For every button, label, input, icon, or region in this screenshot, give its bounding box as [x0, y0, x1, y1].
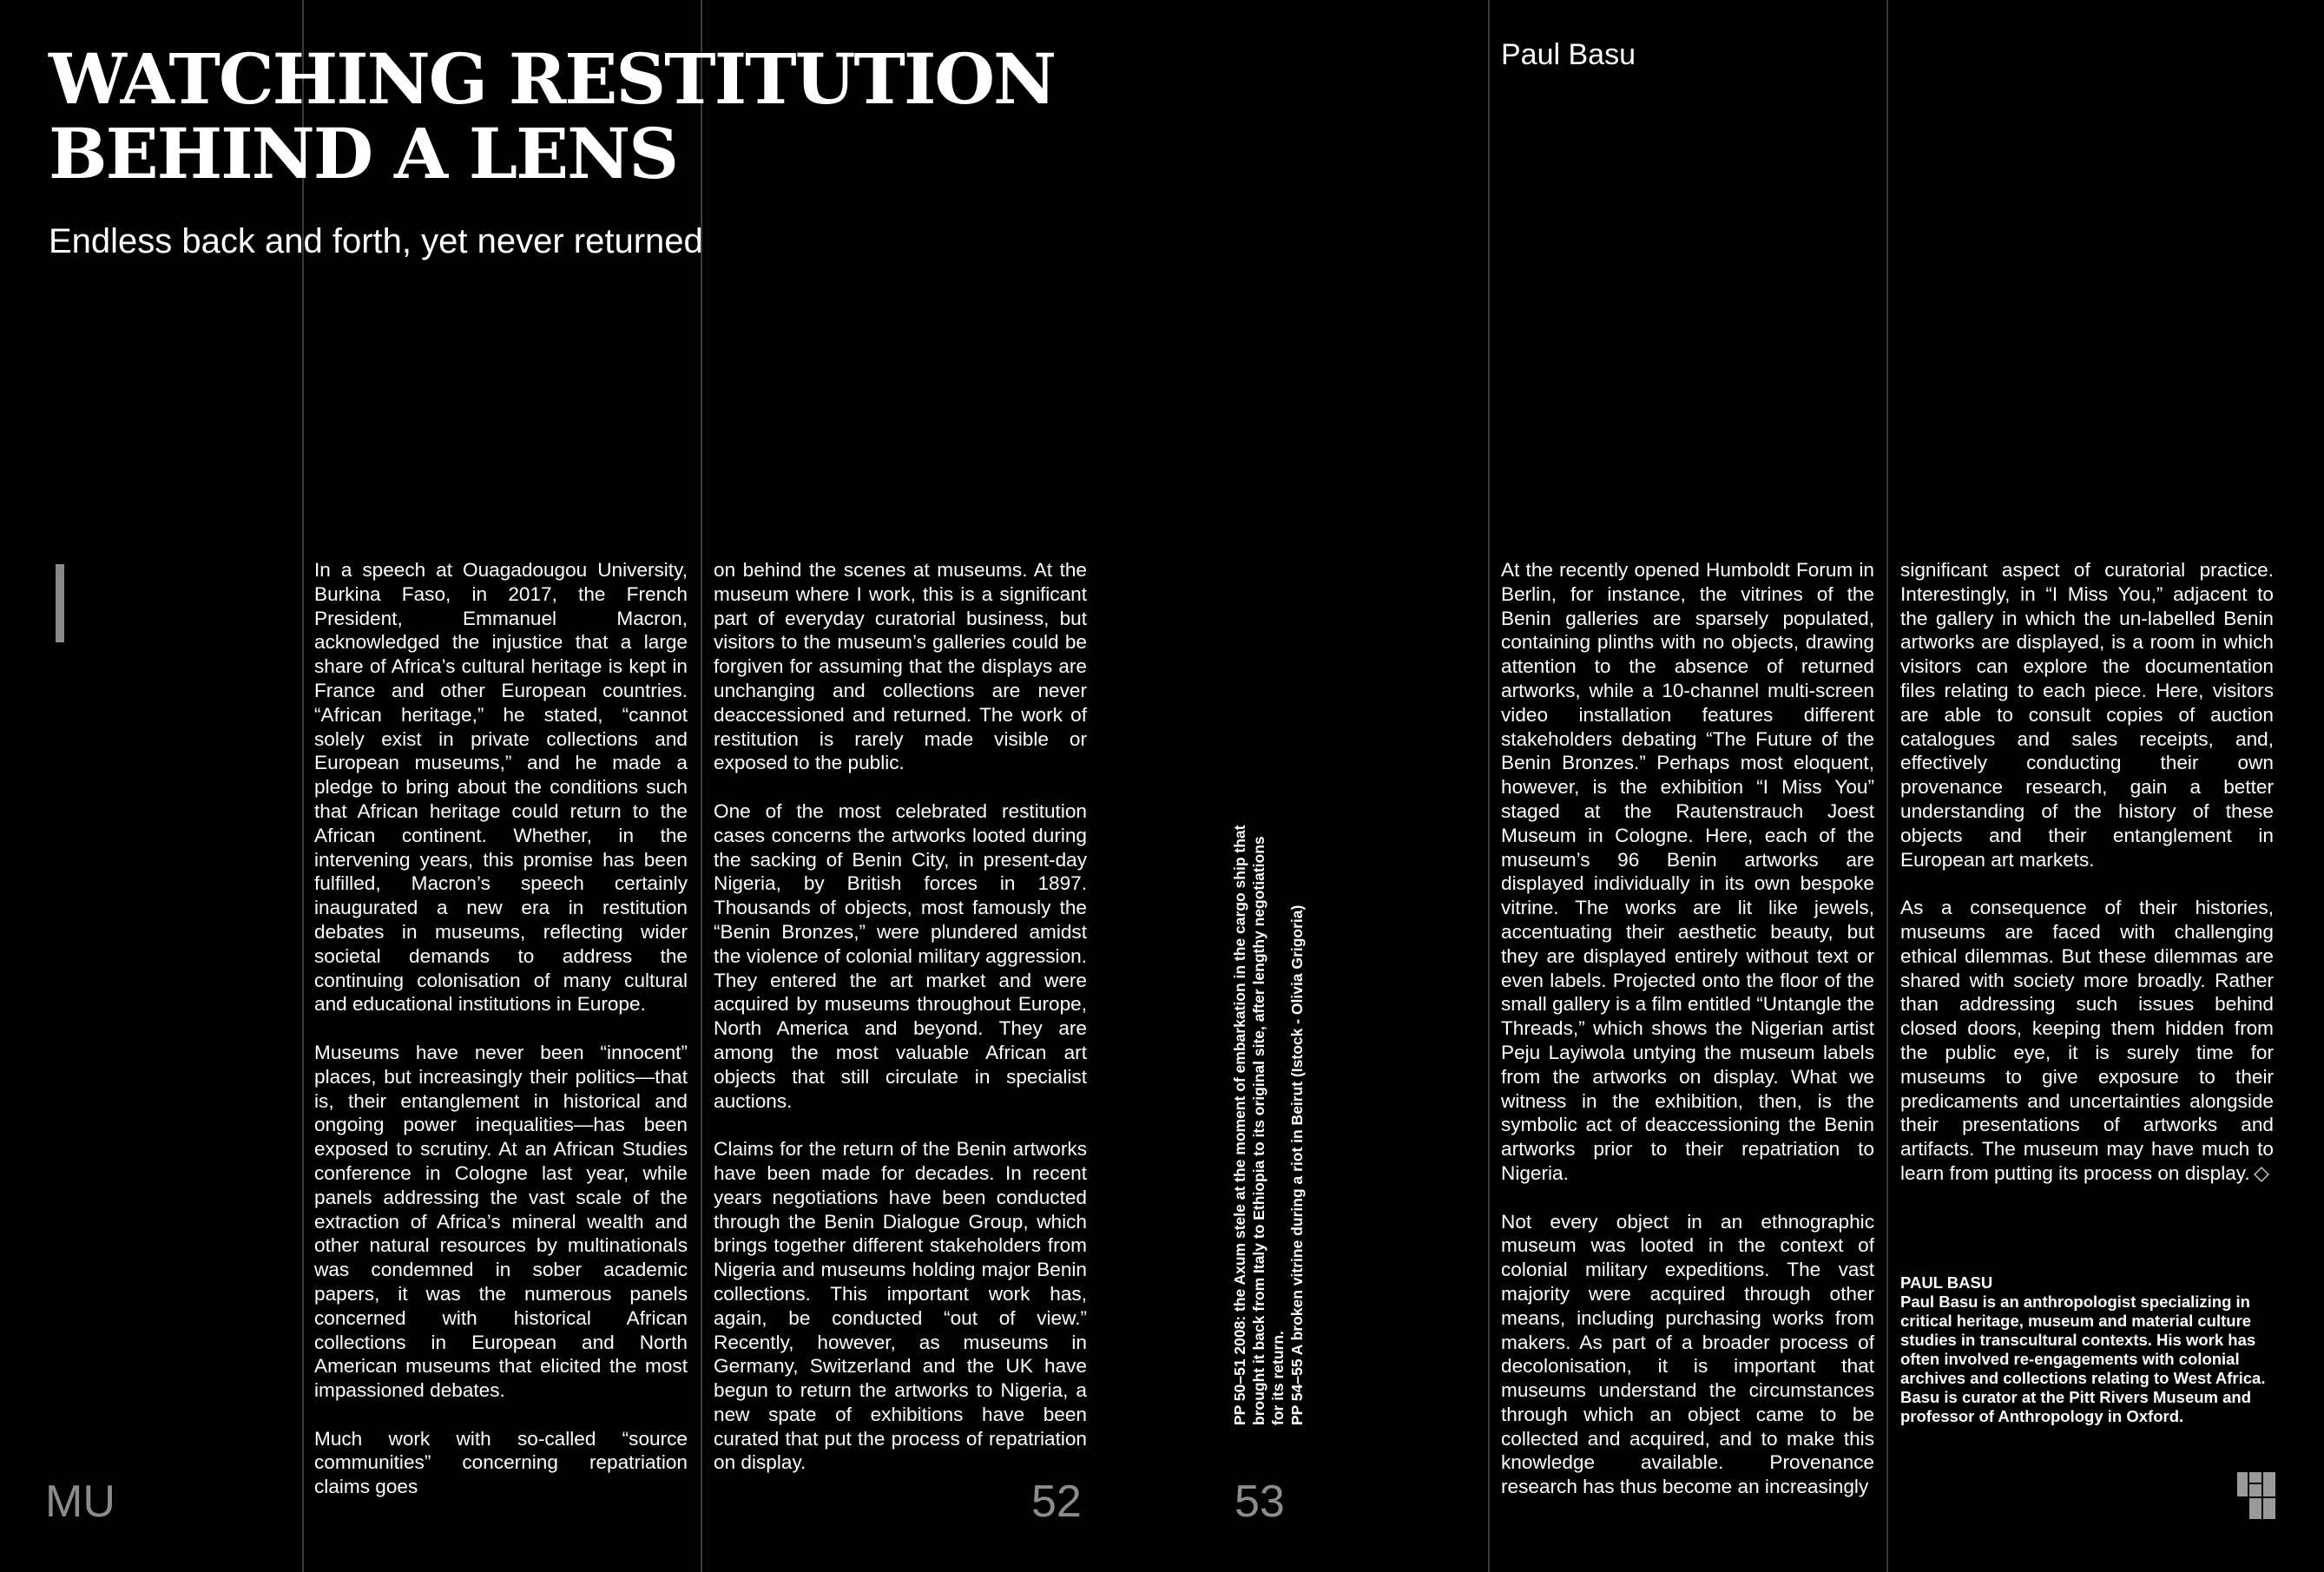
paragraph: In a speech at Ouagadougou University, Burkina Faso, in 2017, the French President, Emmanuel Macron, acknowledged the injustice that a large share of Africa’s cultural heritage is kept in France and other European countries. “African heritage,” he stated, “cannot solely exist in private collections and European museums,” and he made a pledge to bring about the conditions such that African heritage could return to the African continent. Whether, in the intervening years, this promise has been fulfilled, Macron’s speech certainly inaugurated a new era in restitution debates in museums, reflecting wider societal demands to address the continuing colonisation of many cultural and educational institutions in Europe.: [314, 559, 688, 1016]
paragraph: [1900, 558, 2274, 872]
paragraph: [1900, 896, 2274, 1186]
bio-text: Paul Basu is an anthropologist specializing in critical heritage, museum and material culture studies in transcultural contexts. His work has often involved re-engagements with colonial archives and collections relating to West Africa. Basu is curator at the Pitt Rivers Museum and professor of Anthropology in Oxford.: [1900, 1292, 2266, 1425]
paragraph: Museums have never been “innocent” places, but increasingly their politics—that is, their entanglement in historical and ongoing power inequalities—has been exposed to scrutiny. At an African Studies conference in Cologne last year, while panels addressing the vast scale of the extraction of Africa’s mineral wealth and other natural resources by multinationals was condemned in sober academic papers, it was the numerous panels concerned with historical African collections in European and North American museums that elicited the most impassioned debates.: [314, 1041, 688, 1402]
title-line-1: WATCHING RESTITUTION: [49, 38, 1056, 120]
body-column-4: [1900, 558, 2274, 1186]
body-column-3: [1501, 558, 1874, 1499]
paragraph-text: As a consequence of their histories, museums are faced with challenging ethical dilemmas. But these dilemmas are shared with society more broadly. Rather than addressing such issues behind closed doors, keeping them hidden from the public eye, it is surely time for museums to give exposure to their predicaments and uncertainties alongside their presentations of artworks and artifacts. The museum may have much to learn from putting its process on display.: [1900, 897, 2274, 1184]
paragraph: Much work with so-called “source communities” concerning repatriation claims goes: [314, 1427, 688, 1498]
author-name: Paul Basu: [1501, 38, 1636, 71]
photo-caption: [1230, 818, 1307, 1425]
paragraph-text: significant aspect of curatorial practice. Interestingly, in “I Miss You,” adjacent to the gallery in which the un-labelled Benin artworks are displayed, is a room in which visitors can explore the documentation files relating to each piece. Here, visitors are able to consult copies of auction catalogues and sales receipts, and, effectively conducting their own provenance research, gain a better understanding of the history of these objects and their entanglement in European art markets.: [1900, 559, 2274, 871]
title-line-2: BEHIND A LENS: [49, 113, 677, 194]
paragraph: Claims for the return of the Benin artworks have been made for decades. In recent years negotiations have been conducted through the Benin Dialogue Group, which brings together different stakeholders from Nigeria and museums holding major Benin collections. This important work has, again, be conducted “out of view.” Recently, however, as museums in Germany, Switzerland and the UK have begun to return the artworks to Nigeria, a new spate of exhibitions have been curated that put the process of repatriation on display.: [714, 1138, 1087, 1474]
bio-name: PAUL BASU: [1900, 1273, 1993, 1292]
column-rule-4: [1886, 0, 1888, 1572]
grid-logo-icon: [2237, 1472, 2275, 1519]
column-rule-3: [1488, 0, 1490, 1572]
page-number-left: 52: [1031, 1477, 1082, 1527]
magazine-mark: MU: [45, 1477, 115, 1527]
article-title: [49, 38, 1056, 194]
body-column-1: [314, 558, 688, 1499]
author-bio: [1900, 1273, 2275, 1426]
paragraph: Not every object in an ethnographic museum was looted in the context of colonial military expeditions. The vast majority were acquired through other means, including purchasing works from makers. As part of a broader process of decolonisation, it is important that museums understand the circumstances through which an object came to be collected and acquired, and to make this knowledge available. Provenance research has thus become an increasingly: [1501, 1210, 1874, 1498]
caption-line-1: PP 50–51 2008: the Axum stele at the moment of embarkation in the cargo ship that brought it back from Italy to Ethiopia to its original site, after lengthy negotiations for its return.: [1231, 825, 1287, 1425]
page-number-right: 53: [1234, 1477, 1285, 1527]
body-column-2: [714, 558, 1087, 1475]
caption-line-2: PP 54–55 A broken vitrine during a riot in Beirut (Istock - Olivia Grigoria): [1288, 904, 1306, 1425]
paragraph: One of the most celebrated restitution cases concerns the artworks looted during the sacking of Benin City, in present-day Nigeria, by British forces in 1897. Thousands of objects, most famously the “Benin Bronzes,” were plundered amidst the violence of colonial military aggression. They entered the art market and were acquired by museums throughout Europe, North America and beyond. They are among the most valuable African art objects that still circulate in specialist auctions.: [714, 799, 1087, 1112]
paragraph: At the recently opened Humboldt Forum in Berlin, for instance, the vitrines of the Benin galleries are sparsely populated, containing plinths with no objects, drawing attention to the absence of returned artworks, while a 10-channel multi-screen video installation features different stakeholders debating “The Future of the Benin Bronzes.” Perhaps most eloquent, however, is the exhibition “I Miss You” staged at the Rautenstrauch Joest Museum in Cologne. Here, each of the museum’s 96 Benin artworks are displayed individually in its own bespoke vitrine. The works are lit like jewels, accentuating their aesthetic beauty, but they are displayed entirely without text or even labels. Projected onto the floor of the small gallery is a film entitled “Untangle the Threads,” which shows the Nigerian artist Peju Layiwola untying the museum labels from the artworks on display. What we witness in the exhibition, then, is the symbolic act of deaccessioning the Benin artworks prior to their repatriation to Nigeria.: [1501, 559, 1874, 1184]
drop-cap-mark: [56, 564, 64, 642]
paragraph: on behind the scenes at museums. At the museum where I work, this is a significant part of everyday curatorial business, but visitors to the museum’s galleries could be forgiven for assuming that the displays are unchanging and collections are never deaccessioned and returned. The work of restitution is rarely made visible or exposed to the public.: [714, 559, 1087, 774]
diamond-end-icon: [2254, 1167, 2269, 1182]
article-subtitle: Endless back and forth, yet never returned: [49, 222, 703, 260]
